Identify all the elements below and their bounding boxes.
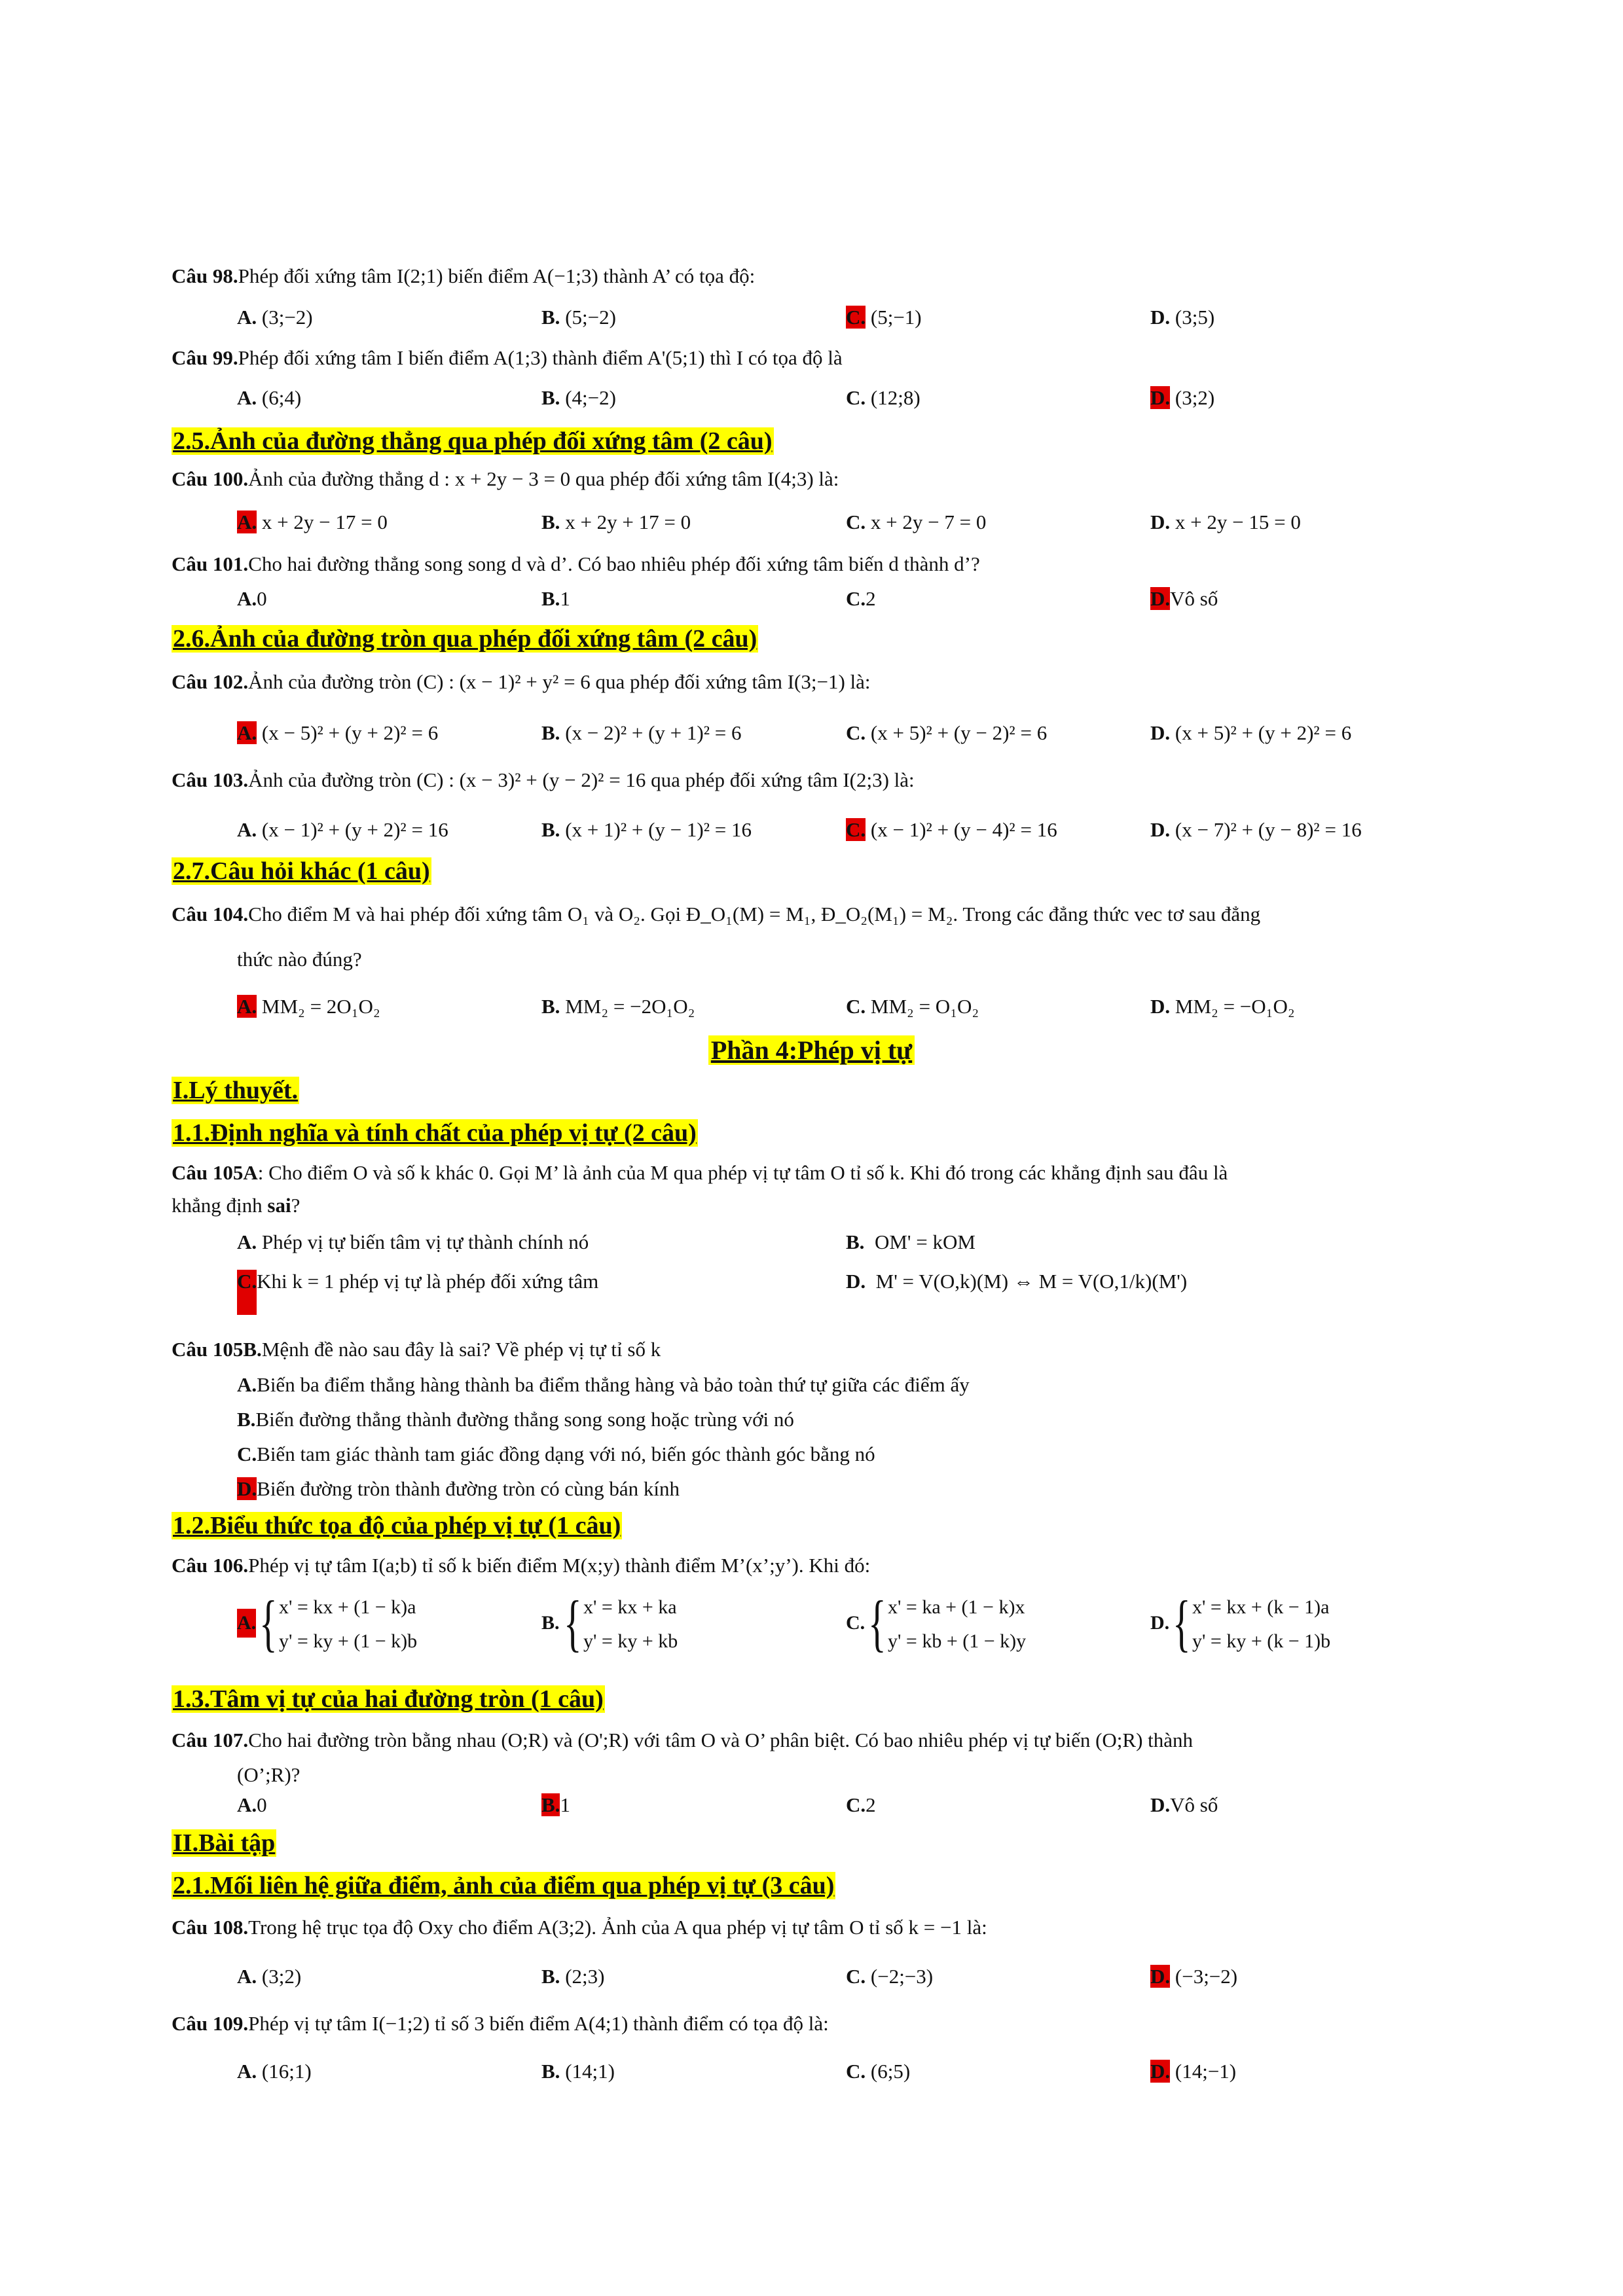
- option-c[interactable]: C. (6;5): [846, 2060, 911, 2083]
- options-108: [172, 1957, 1455, 1996]
- option-a[interactable]: A. Phép vị tự biến tâm vị tự thành chính nó: [237, 1230, 589, 1253]
- question-label: Câu 106.: [172, 1554, 249, 1577]
- option-d-correct[interactable]: D. (−3;−2): [1150, 1965, 1238, 1988]
- option-a[interactable]: A.0: [237, 1793, 267, 1816]
- question-103: [172, 762, 1455, 798]
- option-b[interactable]: B. (2;3): [541, 1965, 605, 1988]
- question-label: Câu 98.: [172, 264, 238, 287]
- question-label: Câu 100.: [172, 467, 249, 490]
- options-107: [172, 1785, 1455, 1825]
- option-c[interactable]: C. MM₂ = O₁O₂: [846, 995, 979, 1018]
- section-heading-theory: I.Lý thuyết.: [173, 1077, 299, 1104]
- option-d[interactable]: D. (x − 7)² + (y − 8)² = 16: [1150, 818, 1362, 841]
- question-text: Ảnh của đường tròn (C) : (x − 3)² + (y − 2)² = 16 qua phép đối xứng tâm I(2;3) là:: [248, 768, 915, 791]
- question-label: Câu 105A: [172, 1161, 258, 1184]
- options-102: [172, 713, 1455, 753]
- question-98: [172, 259, 1455, 294]
- section-heading-exercises: II.Bài tập: [173, 1829, 276, 1857]
- question-99: [172, 340, 1455, 376]
- question-105a: [172, 1155, 1455, 1191]
- question-text: Cho hai đường tròn bằng nhau (O;R) và (O';R) với tâm O và O’ phân biệt. Có bao nhiêu phép vị tự biến (O;R) thành: [248, 1729, 1194, 1751]
- options-98: [172, 298, 1455, 337]
- option-c[interactable]: C. (−2;−3): [846, 1965, 934, 1988]
- question-104: [172, 897, 1455, 932]
- option-c[interactable]: C. (12;8): [846, 386, 921, 409]
- option-a[interactable]: A.Biến ba điểm thẳng hàng thành ba điểm thẳng hàng và bảo toàn thứ tự giữa các điểm ấy: [237, 1373, 970, 1396]
- option-d[interactable]: D. x + 2y − 15 = 0: [1150, 511, 1301, 533]
- question-label: Câu 107.: [172, 1729, 249, 1751]
- options-104: [172, 987, 1455, 1026]
- option-c-correct[interactable]: C. (x − 1)² + (y − 4)² = 16: [846, 818, 1057, 841]
- question-text: Cho điểm M và hai phép đối xứng tâm O₁ và O₂. Gọi Đ_O₁(M) = M₁, Đ_O₂(M₁) = M₂. Trong các đẳng thức vec tơ sau đẳng: [248, 903, 1261, 925]
- option-c[interactable]: C.2: [846, 587, 876, 610]
- option-b[interactable]: B. MM₂ = −2O₁O₂: [541, 995, 695, 1018]
- question-text: Cho hai đường thẳng song song d và d’. Có bao nhiêu phép đối xứng tâm biến d thành d’?: [248, 552, 980, 575]
- question-105b: [172, 1332, 1455, 1367]
- option-b[interactable]: B. (x − 2)² + (y + 1)² = 6: [541, 721, 742, 744]
- question-102: [172, 664, 1455, 700]
- option-d-correct[interactable]: D.Vô số: [1150, 587, 1218, 610]
- section-heading-2-7: 2.7.Câu hỏi khác (1 câu): [173, 857, 430, 885]
- option-d[interactable]: D. (3;5): [1150, 306, 1215, 329]
- question-109: [172, 2006, 1455, 2041]
- question-text: Mệnh đề nào sau đây là sai? Về phép vị tự tỉ số k: [261, 1338, 661, 1361]
- option-b[interactable]: B. (14;1): [541, 2060, 615, 2083]
- option-c-correct[interactable]: C.Khi k = 1 phép vị tự là phép đối xứng tâm: [237, 1263, 598, 1300]
- option-a[interactable]: A. (6;4): [237, 386, 302, 409]
- question-label: Câu 102.: [172, 670, 249, 693]
- option-c[interactable]: C. x + 2y − 7 = 0: [846, 511, 987, 533]
- option-a[interactable]: A.0: [237, 587, 267, 610]
- question-text: Trong hệ trục tọa độ Oxy cho điểm A(3;2). Ảnh của A qua phép vị tự tâm O tỉ số k = −1 là:: [248, 1916, 987, 1939]
- question-104-cont: thức nào đúng?: [237, 948, 362, 971]
- option-d-correct[interactable]: D. (14;−1): [1150, 2060, 1237, 2083]
- options-99: [172, 378, 1455, 418]
- question-text: Phép vị tự tâm I(a;b) tỉ số k biến điểm M(x;y) thành điểm M’(x’;y’). Khi đó:: [248, 1554, 871, 1577]
- section-heading-1-3: 1.3.Tâm vị tự của hai đường tròn (1 câu): [173, 1685, 604, 1713]
- options-100: [172, 503, 1455, 542]
- option-a[interactable]: A. (3;−2): [237, 306, 313, 329]
- option-b[interactable]: B. (x + 1)² + (y − 1)² = 16: [541, 818, 752, 841]
- question-label: Câu 104.: [172, 903, 249, 925]
- question-107: [172, 1723, 1455, 1758]
- option-b[interactable]: B.Biến đường thẳng thành đường thẳng song song hoặc trùng với nó: [237, 1408, 794, 1431]
- question-label: Câu 105B.: [172, 1338, 262, 1361]
- part-4-heading: Phần 4:Phép vị tự: [0, 1033, 1623, 1068]
- option-a-correct[interactable]: A. (x − 5)² + (y + 2)² = 6: [237, 721, 439, 744]
- question-text: Ảnh của đường tròn (C) : (x − 1)² + y² = 6 qua phép đối xứng tâm I(3;−1) là:: [248, 670, 871, 693]
- question-108: [172, 1910, 1455, 1945]
- section-heading-2-6: 2.6.Ảnh của đường tròn qua phép đối xứng tâm (2 câu): [173, 625, 757, 653]
- option-a[interactable]: A. (16;1): [237, 2060, 312, 2083]
- option-b[interactable]: B. (4;−2): [541, 386, 616, 409]
- option-d-correct[interactable]: D.Biến đường tròn thành đường tròn có cùng bán kính: [237, 1477, 680, 1500]
- option-b[interactable]: B. x + 2y + 17 = 0: [541, 511, 691, 533]
- question-107-cont: (O’;R)?: [237, 1763, 301, 1786]
- option-b[interactable]: B. (5;−2): [541, 306, 616, 329]
- option-c-correct[interactable]: C. (5;−1): [846, 306, 922, 329]
- option-d[interactable]: D. MM₂ = −O₁O₂: [1150, 995, 1295, 1018]
- option-d[interactable]: D. (x + 5)² + (y + 2)² = 6: [1150, 721, 1352, 744]
- options-106: A. { x' = kx + (1 − k)a y' = ky + (1 − k)b B. { x' = kx + ka y' = ky + kb C. { x' = ka + (1 − k)x y' = kb + (1 − k)y D. { x' = kx + (k − 1)a y' = ky + (k − 1)b: [237, 1588, 1331, 1658]
- option-a-correct[interactable]: A. MM₂ = 2O₁O₂: [237, 995, 380, 1018]
- option-d[interactable]: D.Vô số: [1150, 1793, 1218, 1816]
- options-109: [172, 2052, 1455, 2091]
- section-heading-1-1: 1.1.Định nghĩa và tính chất của phép vị tự (2 câu): [173, 1119, 697, 1147]
- options-103: [172, 810, 1455, 850]
- question-text: Phép đối xứng tâm I biến điểm A(1;3) thành điểm A'(5;1) thì I có tọa độ là: [238, 346, 843, 369]
- option-a[interactable]: A. (3;2): [237, 1965, 302, 1988]
- question-text: Ảnh của đường thẳng d : x + 2y − 3 = 0 qua phép đối xứng tâm I(4;3) là:: [248, 467, 839, 490]
- question-label: Câu 103.: [172, 768, 249, 791]
- question-text: : Cho điểm O và số k khác 0. Gọi M’ là ảnh của M qua phép vị tự tâm O tỉ số k. Khi đó trong các khẳng định sau đâu là: [257, 1161, 1228, 1184]
- question-101: [172, 547, 1455, 582]
- section-heading-2-5: 2.5.Ảnh của đường thẳng qua phép đối xứng tâm (2 câu): [173, 427, 773, 455]
- option-d[interactable]: D. M' = V(O,k)(M) ⇔ M = V(O,1/k)(M'): [846, 1270, 1188, 1293]
- option-b[interactable]: B. OM' = kOM: [846, 1230, 976, 1253]
- question-label: Câu 108.: [172, 1916, 249, 1939]
- section-heading-2-1: 2.1.Mối liên hệ giữa điểm, ảnh của điểm qua phép vị tự (3 câu): [173, 1872, 835, 1899]
- question-label: Câu 109.: [172, 2012, 249, 2035]
- question-106: [172, 1548, 1455, 1583]
- question-100: [172, 461, 1455, 497]
- question-text: Phép vị tự tâm I(−1;2) tỉ số 3 biến điểm A(4;1) thành điểm có tọa độ là:: [248, 2012, 829, 2035]
- option-c[interactable]: C. (x + 5)² + (y − 2)² = 6: [846, 721, 1048, 744]
- option-c[interactable]: C.2: [846, 1793, 876, 1816]
- options-101: [172, 579, 1455, 619]
- option-a[interactable]: A. (x − 1)² + (y + 2)² = 16: [237, 818, 448, 841]
- option-a-correct[interactable]: A. x + 2y − 17 = 0: [237, 511, 388, 533]
- question-label: Câu 101.: [172, 552, 249, 575]
- question-label: Câu 99.: [172, 346, 238, 369]
- section-heading-1-2: 1.2.Biểu thức tọa độ của phép vị tự (1 câu): [173, 1512, 621, 1539]
- option-b[interactable]: B.1: [541, 587, 570, 610]
- question-105a-cont: khẳng định sai?: [172, 1194, 301, 1217]
- question-text: Phép đối xứng tâm I(2;1) biến điểm A(−1;3) thành A’ có tọa độ:: [238, 264, 756, 287]
- option-b-correct[interactable]: B.1: [541, 1793, 570, 1816]
- option-d-correct[interactable]: D. (3;2): [1150, 386, 1215, 409]
- option-c[interactable]: C.Biến tam giác thành tam giác đồng dạng với nó, biến góc thành góc bằng nó: [237, 1443, 875, 1465]
